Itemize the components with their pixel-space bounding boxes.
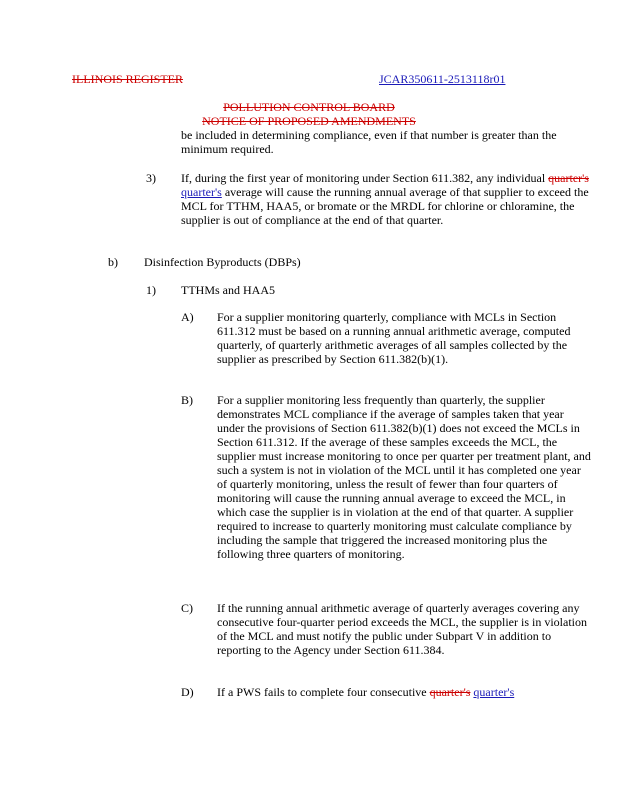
item-3-paragraph	[181, 171, 591, 227]
item-1-number: 1)	[146, 283, 156, 297]
sub-d-number: D)	[181, 685, 194, 699]
item-3-text-a: If, during the first year of monitoring under Section 611.382, any individual	[181, 171, 549, 185]
notice-header: NOTICE OF PROPOSED AMENDMENTS	[202, 114, 416, 128]
section-b-label: Disinfection Byproducts (DBPs)	[144, 255, 301, 269]
sub-d-deleted: quarter's	[429, 685, 471, 699]
sub-a-number: A)	[181, 310, 194, 324]
sub-b-paragraph: For a supplier monitoring less frequently than quarterly, the supplier demonstrates MCL compliance if the average of samples taken that year under the provisions of Section 611.382(b)(1) does not exceed the MCLs in Section 611.312. If the average of these samples exceeds the MCL, the supplier must increase monitoring to once per quarter per treatment plant, and such a system is not in violation of the MCL until it has completed one year of quarterly monitoring, unless the result of fewer than four quarters of monitoring will cause the running annual average to exceed the MCL, in which case the supplier is in violation at the end of that quarter. A supplier required to increase to quarterly monitoring must calculate compliance by including the sample that triggered the increased monitoring plus the following three quarters of monitoring.	[217, 393, 591, 561]
sub-d-paragraph	[217, 685, 592, 699]
item-3-deleted: quarter's	[548, 171, 589, 185]
sub-c-paragraph: If the running annual arithmetic average of quarterly averages covering any consecutive four-quarter period exceeds the MCL, the supplier is in violation of the MCL and must notify the public under Subpart V in addition to reporting to the Agency under Section 611.384.	[217, 601, 587, 657]
sub-b-number: B)	[181, 393, 193, 407]
sub-d-inserted: quarter's	[473, 685, 515, 699]
sub-c-number: C)	[181, 601, 193, 615]
sub-a-paragraph: For a supplier monitoring quarterly, compliance with MCLs in Section 611.312 must be based on a running annual arithmetic average, computed quarterly, of quarterly arithmetic averages of all samples collected by the supplier as prescribed by Section 611.382(b)(1).	[217, 310, 571, 366]
item-3-number: 3)	[146, 171, 156, 185]
illinois-register-header: ILLINOIS REGISTER	[72, 72, 183, 86]
section-b-number: b)	[108, 255, 118, 269]
item-3-text-b: average will cause the running annual average of that supplier to exceed the MCL for TTHM, HAA5, or bromate or the MRDL for chlorine or chloramine, the supplier is out of compliance at the end of that quarter.	[181, 185, 589, 227]
continuation-paragraph: be included in determining compliance, even if that number is greater than the minimum required.	[181, 128, 557, 156]
item-3-inserted: quarter's	[181, 185, 222, 199]
sub-d-text-a: If a PWS fails to complete four consecutive	[217, 685, 430, 699]
jcar-code: JCAR350611-2513118r01	[379, 72, 506, 86]
board-header: POLLUTION CONTROL BOARD	[223, 100, 395, 114]
item-1-label: TTHMs and HAA5	[181, 283, 275, 297]
